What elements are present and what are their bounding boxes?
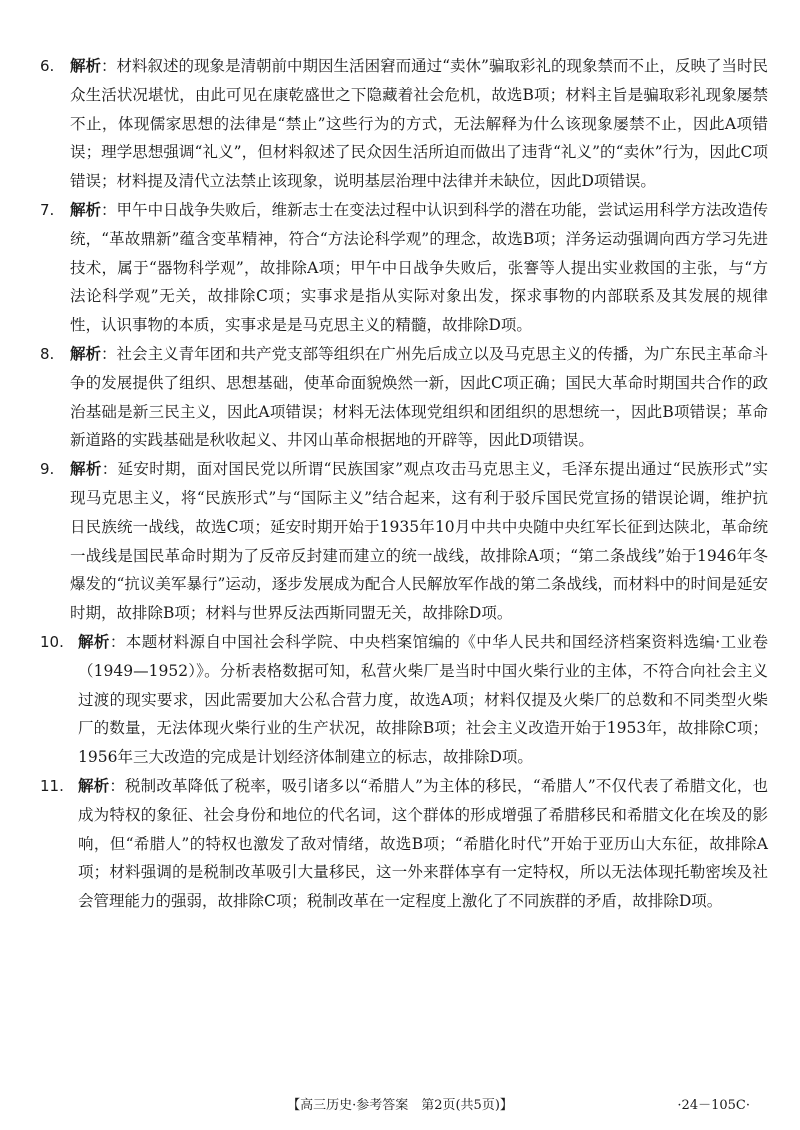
analysis-text: ：税制改革降低了税率，吸引诸多以“希腊人”为主体的移民，“希腊人”不仅代表了希腊文化，也成为特权的象征、社会身份和地位的代名词，这个群体的形成增强了希腊移民和希腊文化在埃及的影响，但“希腊人”的特权也激发了敌对情绪，故选B项；“希腊化时代”开始于亚历山大东征，故排除A项；材料强调的是税制改革吸引大量移民，这一外来群体享有一定特权，所以无法体现托勒密埃及社会管理能力的强弱，故排除C项；税制改革在一定程度上激化了不同族群的矛盾，故排除D项。 <box>78 776 768 911</box>
analysis-label: 解析 <box>70 200 102 219</box>
answer-entry-9 <box>40 455 768 628</box>
question-number: 6. <box>40 57 55 75</box>
analysis-label: 解析 <box>78 632 110 651</box>
analysis-text: ：本题材料源自中国社会科学院、中央档案馆编的《中华人民共和国经济档案资料选编·工业卷（1949—1952）》。分析表格数据可知，私营火柴厂是当时中国火柴行业的主体，不符合向社会主义过渡的现实要求，因此需要加大公私合营力度，故选A项；材料仅提及火柴厂的总数和不同类型火柴厂的数量，无法体现火柴行业的生产状况，故排除B项；社会主义改造开始于1953年，故排除C项；1956年三大改造的完成是计划经济体制建立的标志，故排除D项。 <box>78 632 768 767</box>
page-footer <box>0 1092 800 1116</box>
analysis-text: ：延安时期，面对国民党以所谓“民族国家”观点攻击马克思主义，毛泽东提出通过“民族形式”实现马克思主义，将“民族形式”与“国际主义”结合起来，这有利于驳斥国民党宣扬的错误论调，维护抗日民族统一战线，故选C项；延安时期开始于1935年10月中共中央随中央红军长征到达陕北，革命统一战线是国民革命时期为了反帝反封建而建立的统一战线，故排除A项；“第二条战线”始于1946年冬爆发的“抗议美军暴行”运动，逐步发展成为配合人民解放军作战的第二条战线，而材料中的时间是延安时期，故排除B项；材料与世界反法西斯同盟无关，故排除D项。 <box>70 460 768 623</box>
question-number: 7. <box>40 200 55 219</box>
footer-doc-code: ·24－105C· <box>677 1098 750 1113</box>
answer-entry-8 <box>40 340 768 455</box>
analysis-label: 解析 <box>70 460 102 479</box>
analysis-text: ：甲午中日战争失败后，维新志士在变法过程中认识到科学的潜在功能，尝试运用科学方法改造传统，“革故鼎新”蕴含变革精神，符合“方法论科学观”的理念，故选B项；洋务运动强调向西方学习先进技术，属于“器物科学观”，故排除A项；甲午中日战争失败后，张謇等人提出实业救国的主张，与“方法论科学观”无关，故排除C项；实事求是指从实际对象出发，探求事物的内部联系及其发展的规律性，认识事物的本质，实事求是是马克思主义的精髓，故排除D项。 <box>70 200 768 335</box>
answer-entry-6 <box>40 52 768 196</box>
analysis-text: ：材料叙述的现象是清朝前中期因生活困窘而通过“卖休”骗取彩礼的现象禁而不止，反映了当时民众生活状况堪忧，由此可见在康乾盛世之下隐藏着社会危机，故选B项；材料主旨是骗取彩礼现象屡禁不止，体现儒家思想的法律是“禁止”这些行为的方式，无法解释为什么该现象屡禁不止，因此A项错误；理学思想强调“礼义”，但材料叙述了民众因生活所迫而做出了违背“礼义”的“卖休”行为，因此C项错误；材料提及清代立法禁止该现象，说明基层治理中法律并未缺位，因此D项错误。 <box>70 57 768 191</box>
question-number: 10. <box>40 632 64 651</box>
question-number: 8. <box>40 344 55 363</box>
answer-entries <box>40 52 768 916</box>
answer-entry-11 <box>40 772 768 916</box>
analysis-text: ：社会主义青年团和共产党支部等组织在广州先后成立以及马克思主义的传播，为广东民主革命斗争的发展提供了组织、思想基础，使革命面貌焕然一新，因此C项正确；国民大革命时期国共合作的政治基础是新三民主义，因此A项错误；材料无法体现党组织和团组织的思想统一，因此B项错误；革命新道路的实践基础是秋收起义、井冈山革命根据地的开辟等，因此D项错误。 <box>70 344 768 450</box>
answer-entry-7 <box>40 196 768 340</box>
answer-entry-10 <box>40 628 768 772</box>
question-number: 9. <box>40 460 55 479</box>
analysis-label: 解析 <box>78 776 110 795</box>
analysis-label: 解析 <box>70 344 102 363</box>
question-number: 11. <box>40 776 64 795</box>
footer-page-info: 【高三历史·参考答案 第2页(共5页)】 <box>287 1098 513 1113</box>
analysis-label: 解析 <box>70 57 102 75</box>
